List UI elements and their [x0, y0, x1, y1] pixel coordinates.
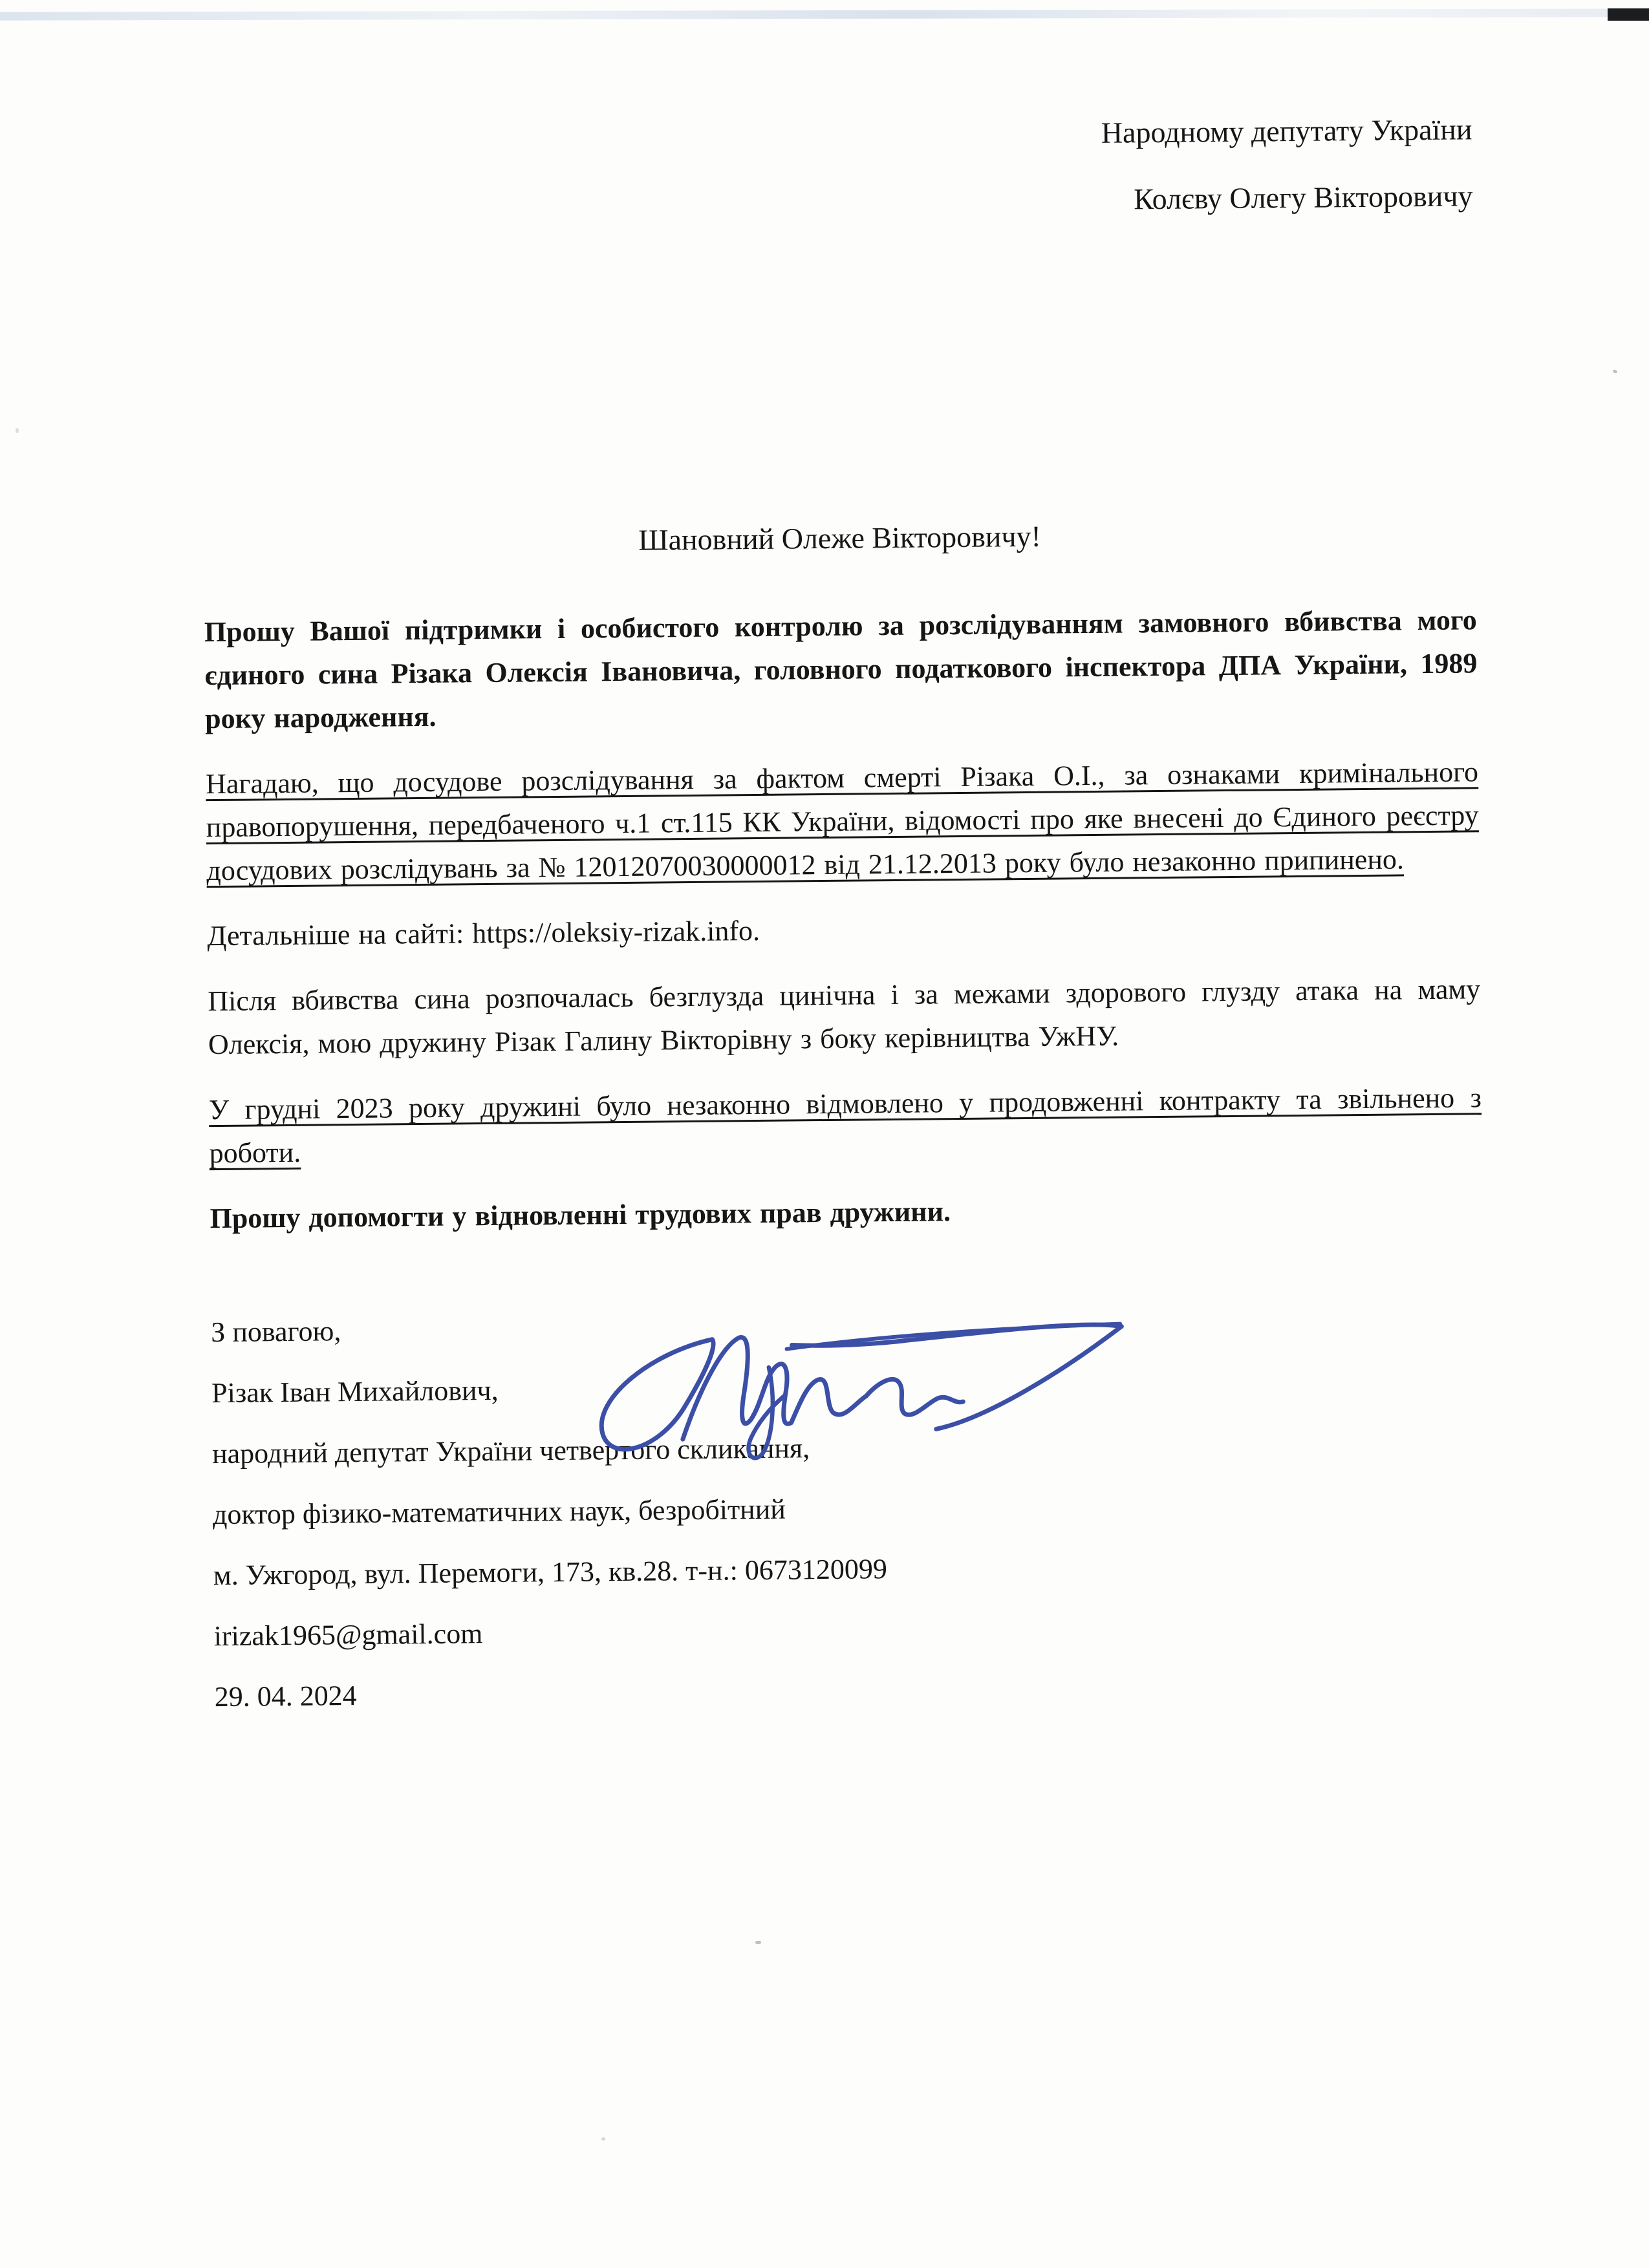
paragraph-contract-refusal: У грудні 2023 року дружині було незаконно відмовлено у продовженні контракту та звільнено з роботи.	[208, 1082, 1482, 1170]
paragraph-case-details: Нагадаю, що досудове розслідування за фактом смерті Різака О.І., за ознаками кримінального правопорушення, передбаченого ч.1 ст.115 КК України, відомості про яке внесені до Єдиного реєстру досудових розслідувань за № 12012070030000012 від 21.12.2013 року було незаконно припинено.	[205, 756, 1479, 887]
sender-address-phone: м. Ужгород, вул. Перемоги, 173, кв.28. т-н.: 0673120099	[213, 1553, 888, 1592]
sender-email: irizak1965@gmail.com	[213, 1618, 483, 1653]
closing-phrase: З повагою,	[211, 1315, 341, 1349]
sender-title-doctor: доктор фізико-математичних наук, безробітний	[212, 1493, 786, 1531]
addressee-role: Народному депутату України	[1101, 112, 1472, 149]
paragraph-attack-on-wife: Після вбивства сина розпочалась безглузда цинічна і за межами здорового глузду атака на маму Олексія, мою дружину Різак Галину Вікторівну з боку керівництва УжНУ.	[208, 973, 1481, 1061]
paragraph-website: Детальніше на сайті: https://oleksiy-rizak.info.	[207, 914, 760, 952]
sender-title-deputy: народний депутат України четвертого скликання,	[211, 1432, 810, 1470]
paragraph-request-investigation: Прошу Вашої підтримки і особистого контролю за розслідуванням замовного вбивства мого єдиного сина Різака Олексія Івановича, головного податкового інспектора ДПА України, 1989 року народження.	[204, 604, 1478, 735]
letter-body	[204, 598, 1483, 1240]
salutation: Шановний Олеже Вікторовичу!	[638, 519, 1042, 557]
handwritten-signature	[573, 1301, 1143, 1475]
addressee-block	[199, 113, 1472, 224]
addressee-name: Колєву Олегу Вікторовичу	[1133, 179, 1473, 216]
letter-date: 29. 04. 2024	[214, 1680, 357, 1713]
sender-name: Різак Іван Михайлович,	[211, 1374, 499, 1409]
paragraph-request-help: Прошу допомогти у відновленні трудових прав дружини.	[210, 1195, 951, 1235]
